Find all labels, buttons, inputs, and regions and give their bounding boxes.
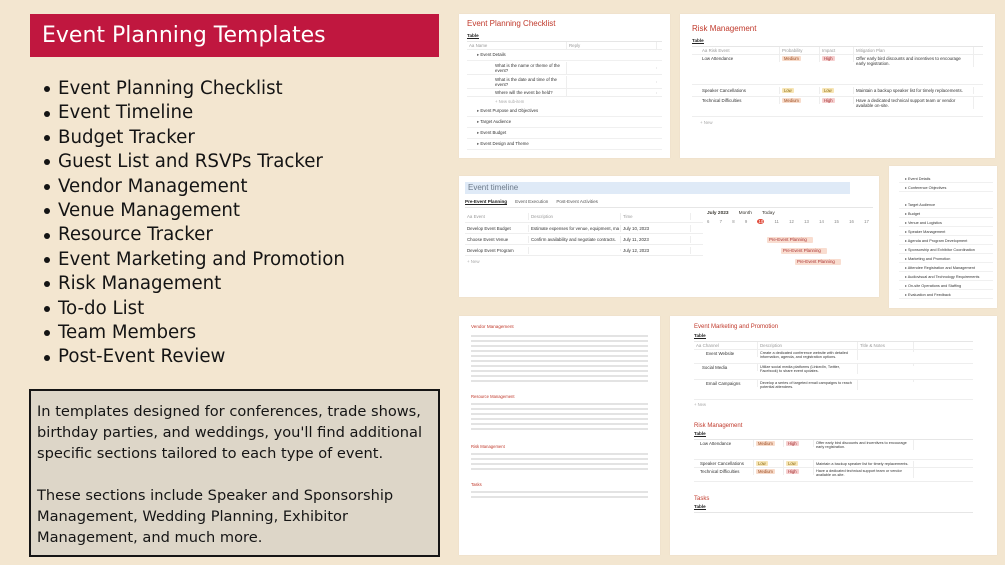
resource-title: Resource Management xyxy=(471,394,515,399)
table-header: Aa Risk Event Probability Impact Mitigation Plan xyxy=(692,47,983,55)
gantt-bar[interactable]: Pre-Event Planning xyxy=(795,259,841,265)
table-row[interactable]: Speaker Cancellations Low Low Maintain a backup speaker list for timely replacements. xyxy=(692,85,983,97)
status-badge: Medium xyxy=(758,469,773,474)
bullet-icon xyxy=(44,86,50,92)
marketing-tasks-title: Tasks xyxy=(694,496,710,502)
table-row[interactable]: Develop Event Budget Estimate expenses for venue, equipment, ma July 10, 2023 xyxy=(465,223,703,234)
vendor-risk-table xyxy=(471,453,648,470)
list-item[interactable]: ▸ Event Purpose and Objectives xyxy=(467,106,662,117)
list-item: Event Timeline xyxy=(44,101,345,125)
table-row[interactable]: Develop Event Program July 12, 2023 xyxy=(465,245,703,256)
timeline-preview xyxy=(459,176,879,297)
bullet-icon xyxy=(44,208,50,214)
timeline-tabs xyxy=(465,199,873,208)
sections-preview xyxy=(889,166,997,308)
status-badge: Low xyxy=(758,461,766,466)
tab-post-event[interactable]: Post-Event Activities xyxy=(556,199,598,204)
new-row-button[interactable]: + New xyxy=(694,402,706,407)
table-row[interactable]: Technical Difficulties Medium High Have a dedicated technical support team or vendor available on-site. xyxy=(694,468,973,482)
status-badge: High xyxy=(824,98,833,103)
bullet-icon xyxy=(44,330,50,336)
bullet-icon xyxy=(44,135,50,141)
bullet-icon xyxy=(44,355,50,361)
vendor-table xyxy=(471,335,648,382)
risk-title: Risk Management xyxy=(692,24,757,33)
table-row[interactable]: Speaker Cancellations Low Low Maintain a backup speaker list for timely replacements. xyxy=(694,460,973,468)
marketing-risk-tabs xyxy=(694,431,973,440)
risk-tabs xyxy=(692,38,983,47)
marketing-title: Event Marketing and Promotion xyxy=(694,324,779,330)
list-item[interactable]: ▸ Target Audience xyxy=(467,117,662,128)
tab-pre-event[interactable]: Pre-Event Planning xyxy=(465,199,508,204)
table-row[interactable]: What is the name or theme of the event? xyxy=(467,61,662,75)
list-item[interactable]: ▸ Speaker Management xyxy=(899,227,993,236)
status-badge: Low xyxy=(788,461,796,466)
status-badge: Medium xyxy=(758,441,773,446)
tab-table[interactable]: Table xyxy=(467,33,479,38)
status-badge: Medium xyxy=(784,98,799,103)
status-badge: Low xyxy=(824,88,832,93)
vendor-risk-title: Risk Management xyxy=(471,444,505,449)
list-item: Event Planning Checklist xyxy=(44,77,345,101)
status-badge: Medium xyxy=(784,56,799,61)
risk-preview xyxy=(680,14,995,158)
list-item: Risk Management xyxy=(44,272,345,296)
vendor-preview xyxy=(459,316,660,555)
checklist-preview xyxy=(459,14,670,158)
list-item: Event Marketing and Promotion xyxy=(44,248,345,272)
tab-table[interactable]: Table xyxy=(694,333,706,338)
list-item[interactable]: ▸ Agenda and Program Development xyxy=(899,236,993,245)
gantt-bar[interactable]: Pre-Event Planning xyxy=(767,237,813,243)
marketing-tasks-tabs xyxy=(694,504,973,513)
tab-table[interactable]: Table xyxy=(692,38,704,43)
list-item[interactable]: ▸ Audiovisual and Technology Requirements xyxy=(899,272,993,281)
marketing-tabs xyxy=(694,333,973,342)
view-select[interactable]: Month xyxy=(738,211,752,216)
bullet-icon xyxy=(44,281,50,287)
new-sub-item[interactable]: + New sub-item xyxy=(495,99,525,104)
list-item: Team Members xyxy=(44,321,345,345)
list-item: Vendor Management xyxy=(44,175,345,199)
description-paragraph: In templates designed for conferences, trade shows, birthday parties, and weddings, you'll find additional specific sections tailored to each type of event. xyxy=(37,403,422,462)
bullet-icon xyxy=(44,257,50,263)
list-item[interactable]: ▸ On-site Operations and Staffing xyxy=(899,281,993,290)
list-item[interactable]: ▸ Marketing and Promotion xyxy=(899,254,993,263)
bullet-icon xyxy=(44,159,50,165)
table-row[interactable]: Low Attendance Medium High Offer early bird discounts and incentives to encourage early registration. xyxy=(694,440,973,460)
bullet-icon xyxy=(44,306,50,312)
new-row-button[interactable]: + New xyxy=(467,259,480,264)
status-badge: Low xyxy=(784,88,792,93)
status-badge: High xyxy=(788,441,797,446)
list-item: Resource Tracker xyxy=(44,223,345,247)
table-row[interactable]: Low Attendance Medium High Offer early bird discounts and incentives to encourage early registration. xyxy=(692,55,983,85)
new-row-button[interactable]: + New xyxy=(700,120,713,125)
bullet-icon xyxy=(44,233,50,239)
resource-table xyxy=(471,403,648,430)
tab-table[interactable]: Table xyxy=(694,431,706,436)
list-item[interactable]: ▸ Sponsorship and Exhibitor Coordination xyxy=(899,245,993,254)
table-header: Aa Event Description Time xyxy=(465,210,703,223)
table-header: Aa Name Reply xyxy=(467,42,662,50)
list-item: Post-Event Review xyxy=(44,345,345,369)
list-item[interactable]: ▸ Event Details xyxy=(899,174,993,183)
marketing-risk-title: Risk Management xyxy=(694,423,743,429)
list-item[interactable]: ▸ Conference Objectives xyxy=(899,183,993,192)
list-item: To-do List xyxy=(44,297,345,321)
list-item[interactable]: ▸ Venue and Logistics xyxy=(899,218,993,227)
list-item: Budget Tracker xyxy=(44,126,345,150)
table-row[interactable]: What is the date and time of the event? xyxy=(467,75,662,89)
checklist-tabs xyxy=(467,33,662,42)
gantt-area xyxy=(703,210,873,290)
status-badge: High xyxy=(824,56,833,61)
month-label: July 2023 xyxy=(707,211,729,216)
checklist-title: Event Planning Checklist xyxy=(467,19,556,28)
list-item[interactable]: ▸ Budget xyxy=(899,209,993,218)
day-axis: 6 7 8 9 10 11 12 13 14 15 16 17 xyxy=(707,219,869,224)
today-button[interactable]: Today xyxy=(761,211,775,216)
list-item[interactable]: ▸ Event Details xyxy=(467,50,662,61)
marketing-preview xyxy=(670,316,997,555)
list-item: Venue Management xyxy=(44,199,345,223)
table-row[interactable]: Email Campaigns Develop a series of targeted email campaigns to reach potential attendees. xyxy=(694,380,973,400)
table-row[interactable]: Event Website Create a dedicated conference website with detailed information, agenda, and registration options. xyxy=(694,350,973,364)
gantt-bar[interactable]: Pre-Event Planning xyxy=(781,248,827,254)
table-row[interactable]: Technical Difficulties Medium High Have a dedicated technical support team or vendor available on-site. xyxy=(692,97,983,117)
description-paragraph: These sections include Speaker and Sponsorship Management, Wedding Planning, Exhibitor Management, and much more. xyxy=(37,487,394,546)
list-item[interactable]: ▸ Evaluation and Feedback xyxy=(899,290,993,299)
bullet-icon xyxy=(44,184,50,190)
table-row[interactable]: Where will the event be held? xyxy=(467,89,662,97)
list-item[interactable]: ▸ Attendee Registration and Management xyxy=(899,263,993,272)
description-box xyxy=(29,389,440,557)
list-item: Guest List and RSVPs Tracker xyxy=(44,150,345,174)
bullet-icon xyxy=(44,111,50,117)
table-header: Aa Channel Description Title & Notes xyxy=(694,342,973,350)
table-row[interactable]: Choose Event Venue Confirm availability and negotiate contracts. July 11, 2023 xyxy=(465,234,703,245)
tab-event-execution[interactable]: Event Execution xyxy=(515,199,549,204)
table-row[interactable]: Social Media Utilize social media platforms (LinkedIn, Twitter, Facebook) to share event updates. xyxy=(694,364,973,380)
vendor-title: Vendor Management xyxy=(471,324,514,329)
list-item[interactable]: ▸ Event Budget xyxy=(467,128,662,139)
vendor-tasks-title: Tasks xyxy=(471,482,482,487)
template-list xyxy=(44,77,345,370)
timeline-title: Event timeline xyxy=(465,182,850,194)
status-badge: High xyxy=(788,469,797,474)
list-item[interactable]: ▸ Event Design and Theme xyxy=(467,139,662,150)
page-title: Event Planning Templates xyxy=(30,14,439,57)
tab-table[interactable]: Table xyxy=(694,504,706,509)
list-item[interactable]: ▸ Target Audience xyxy=(899,200,993,209)
